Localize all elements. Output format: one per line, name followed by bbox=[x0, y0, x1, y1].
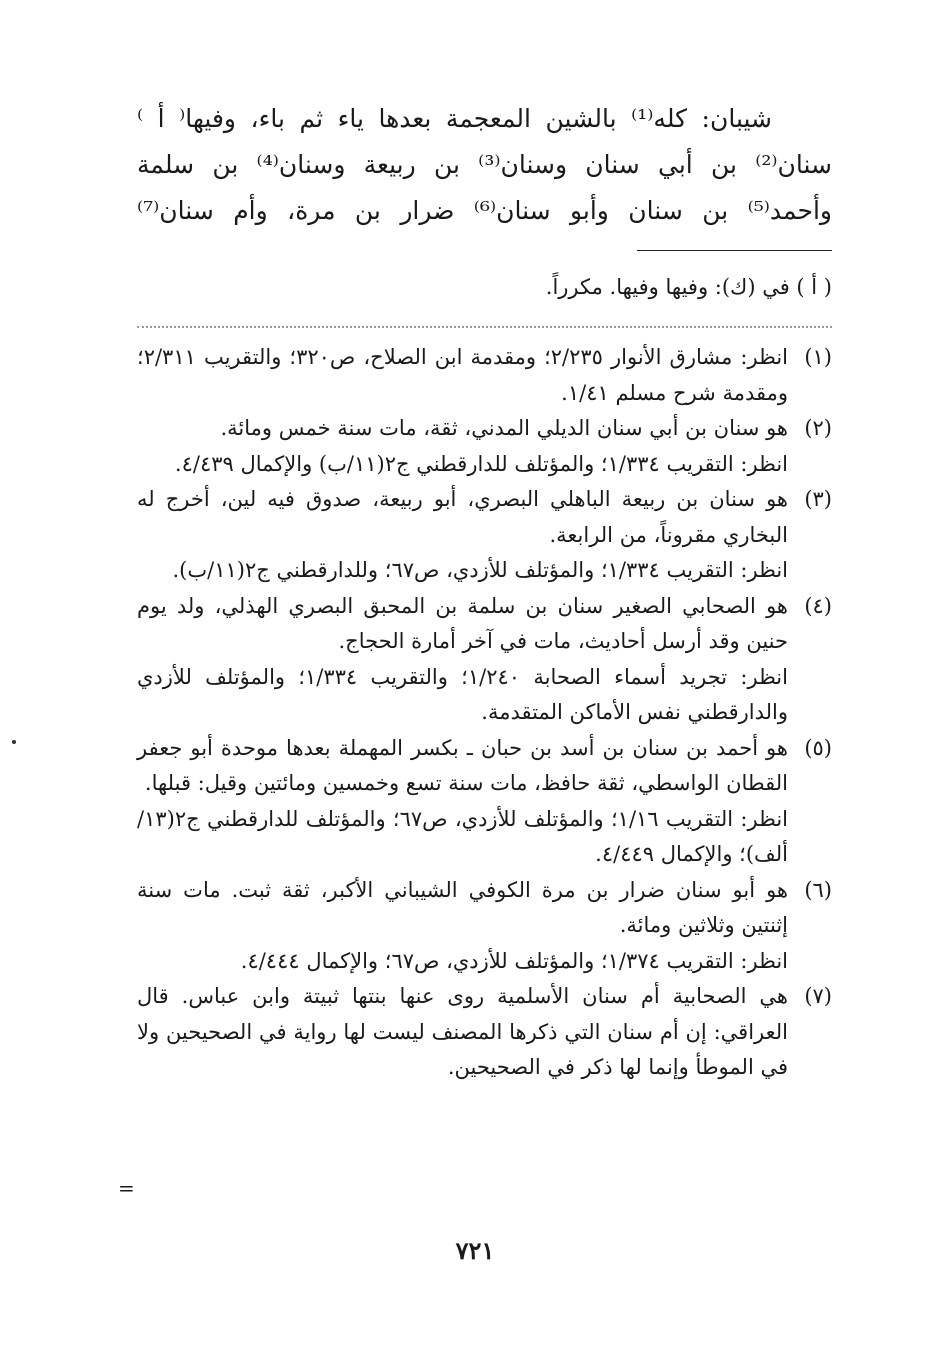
footnote-4 bbox=[137, 589, 832, 731]
main-text-line-2: سنان⁽²⁾ بن أبي سنان وسنان⁽³⁾ بن ربيعة وسنان⁽⁴⁾ بن سلمة bbox=[137, 150, 832, 179]
footnote-number: (٢) bbox=[804, 416, 832, 440]
footnote-3 bbox=[137, 482, 832, 589]
continuation-mark: = bbox=[118, 1176, 135, 1200]
footnote-6 bbox=[137, 873, 832, 980]
footnote-paragraph: هو أحمد بن سنان بن أسد بن حبان ـ بكسر المهملة بعدها موحدة أبو جعفر القطان الواسطي، ثقة حافظ، مات سنة تسع وخمسين ومائتين وقيل: قبلها. bbox=[137, 735, 788, 795]
footnote-body bbox=[137, 979, 788, 1086]
footnote-number: (٥) bbox=[804, 735, 832, 760]
footnote-paragraph: انظر: مشارق الأنوار ٢/٢٣٥؛ ومقدمة ابن الصلاح، ص٣٢٠؛ والتقريب ٢/٣١١؛ ومقدمة شرح مسلم ١/٤١. bbox=[137, 345, 788, 405]
footnote-number: (١) bbox=[804, 345, 832, 369]
footnote-number: (٣) bbox=[804, 487, 832, 511]
footnote-number: (٧) bbox=[804, 984, 832, 1008]
footnotes-section bbox=[137, 340, 832, 1086]
footnote-1 bbox=[137, 340, 832, 411]
dotted-separator bbox=[137, 326, 832, 328]
footnote-paragraph: انظر: تجريد أسماء الصحابة ١/٢٤٠؛ والتقريب ١/٣٣٤؛ والمؤتلف للأزدي والدارقطني نفس الأماكن المتقدمة. bbox=[137, 664, 788, 724]
main-text-line-1: شيبان: كله⁽¹⁾ بالشين المعجمة بعدها ياء ثم باء، وفيها⁽ أ ⁾ bbox=[137, 104, 772, 133]
main-text-line-3: وأحمد⁽⁵⁾ بن سنان وأبو سنان⁽⁶⁾ ضرار بن مرة، وأم سنان⁽⁷⁾ bbox=[137, 196, 832, 225]
footnote-paragraph: هو سنان بن ربيعة الباهلي البصري، أبو ربيعة، صدوق فيه لين، أخرج له البخاري مقروناً، من الرابعة. bbox=[137, 487, 788, 547]
footnote-paragraph: هو الصحابي الصغير سنان بن سلمة بن المحبق البصري الهذلي، ولد يوم حنين وقد أرسل أحاديث، مات في آخر أمارة الحجاج. bbox=[137, 593, 788, 653]
footnote-body bbox=[137, 731, 788, 873]
footnote-paragraph: هو سنان بن أبي سنان الديلي المدني، ثقة، مات سنة خمس ومائة. bbox=[220, 416, 788, 440]
footnote-number: (٦) bbox=[804, 877, 832, 902]
footnote-5 bbox=[137, 731, 832, 873]
footnote-number: (٤) bbox=[804, 593, 832, 618]
footnote-body bbox=[137, 411, 788, 482]
footnote-body bbox=[137, 482, 788, 589]
footnote-paragraph: انظر: التقريب ١/٣٣٤؛ والمؤتلف للدارقطني ج٢(١١/ب) والإكمال ٤/٤٣٩. bbox=[174, 451, 788, 476]
footnote-paragraph: هي الصحابية أم سنان الأسلمية روى عنها بنتها ثبيتة وابن عباس. قال العراقي: إن أم سنان التي ذكرها المصنف ليست لها رواية في الصحيحين ولا في الموطأ وإنما لها ذكر في الصحيحين. bbox=[137, 984, 788, 1079]
footnote-paragraph: انظر: التقريب ١/٣٧٤؛ والمؤتلف للأزدي، ص٦٧؛ والإكمال ٤/٤٤٤. bbox=[240, 948, 788, 973]
variant-note: ( أ ) في (ك): وفيها وفيها. مكرراً. bbox=[545, 275, 832, 299]
footnote-body bbox=[137, 873, 788, 980]
page-number: ٧٢١ bbox=[455, 1236, 495, 1265]
footnote-7 bbox=[137, 979, 832, 1086]
footnote-paragraph: هو أبو سنان ضرار بن مرة الكوفي الشيباني الأكبر، ثقة ثبت. مات سنة إثنتين وثلاثين ومائة. bbox=[137, 877, 788, 937]
footnote-paragraph: انظر: التقريب ١/١٦؛ والمؤتلف للأزدي، ص٦٧؛ والمؤتلف للدارقطني ج٢(١٣/ألف)؛ والإكمال ٤/٤٤٩. bbox=[137, 806, 788, 866]
footnote-2 bbox=[137, 411, 832, 482]
main-text bbox=[137, 96, 832, 234]
footnote-body bbox=[137, 340, 788, 411]
footnote-paragraph: انظر: التقريب ١/٣٣٤؛ والمؤتلف للأزدي، ص٦٧؛ وللدارقطني ج٢(١١/ب). bbox=[172, 558, 788, 582]
margin-speck bbox=[12, 740, 16, 744]
footnote-divider bbox=[637, 250, 832, 251]
footnote-body bbox=[137, 589, 788, 731]
